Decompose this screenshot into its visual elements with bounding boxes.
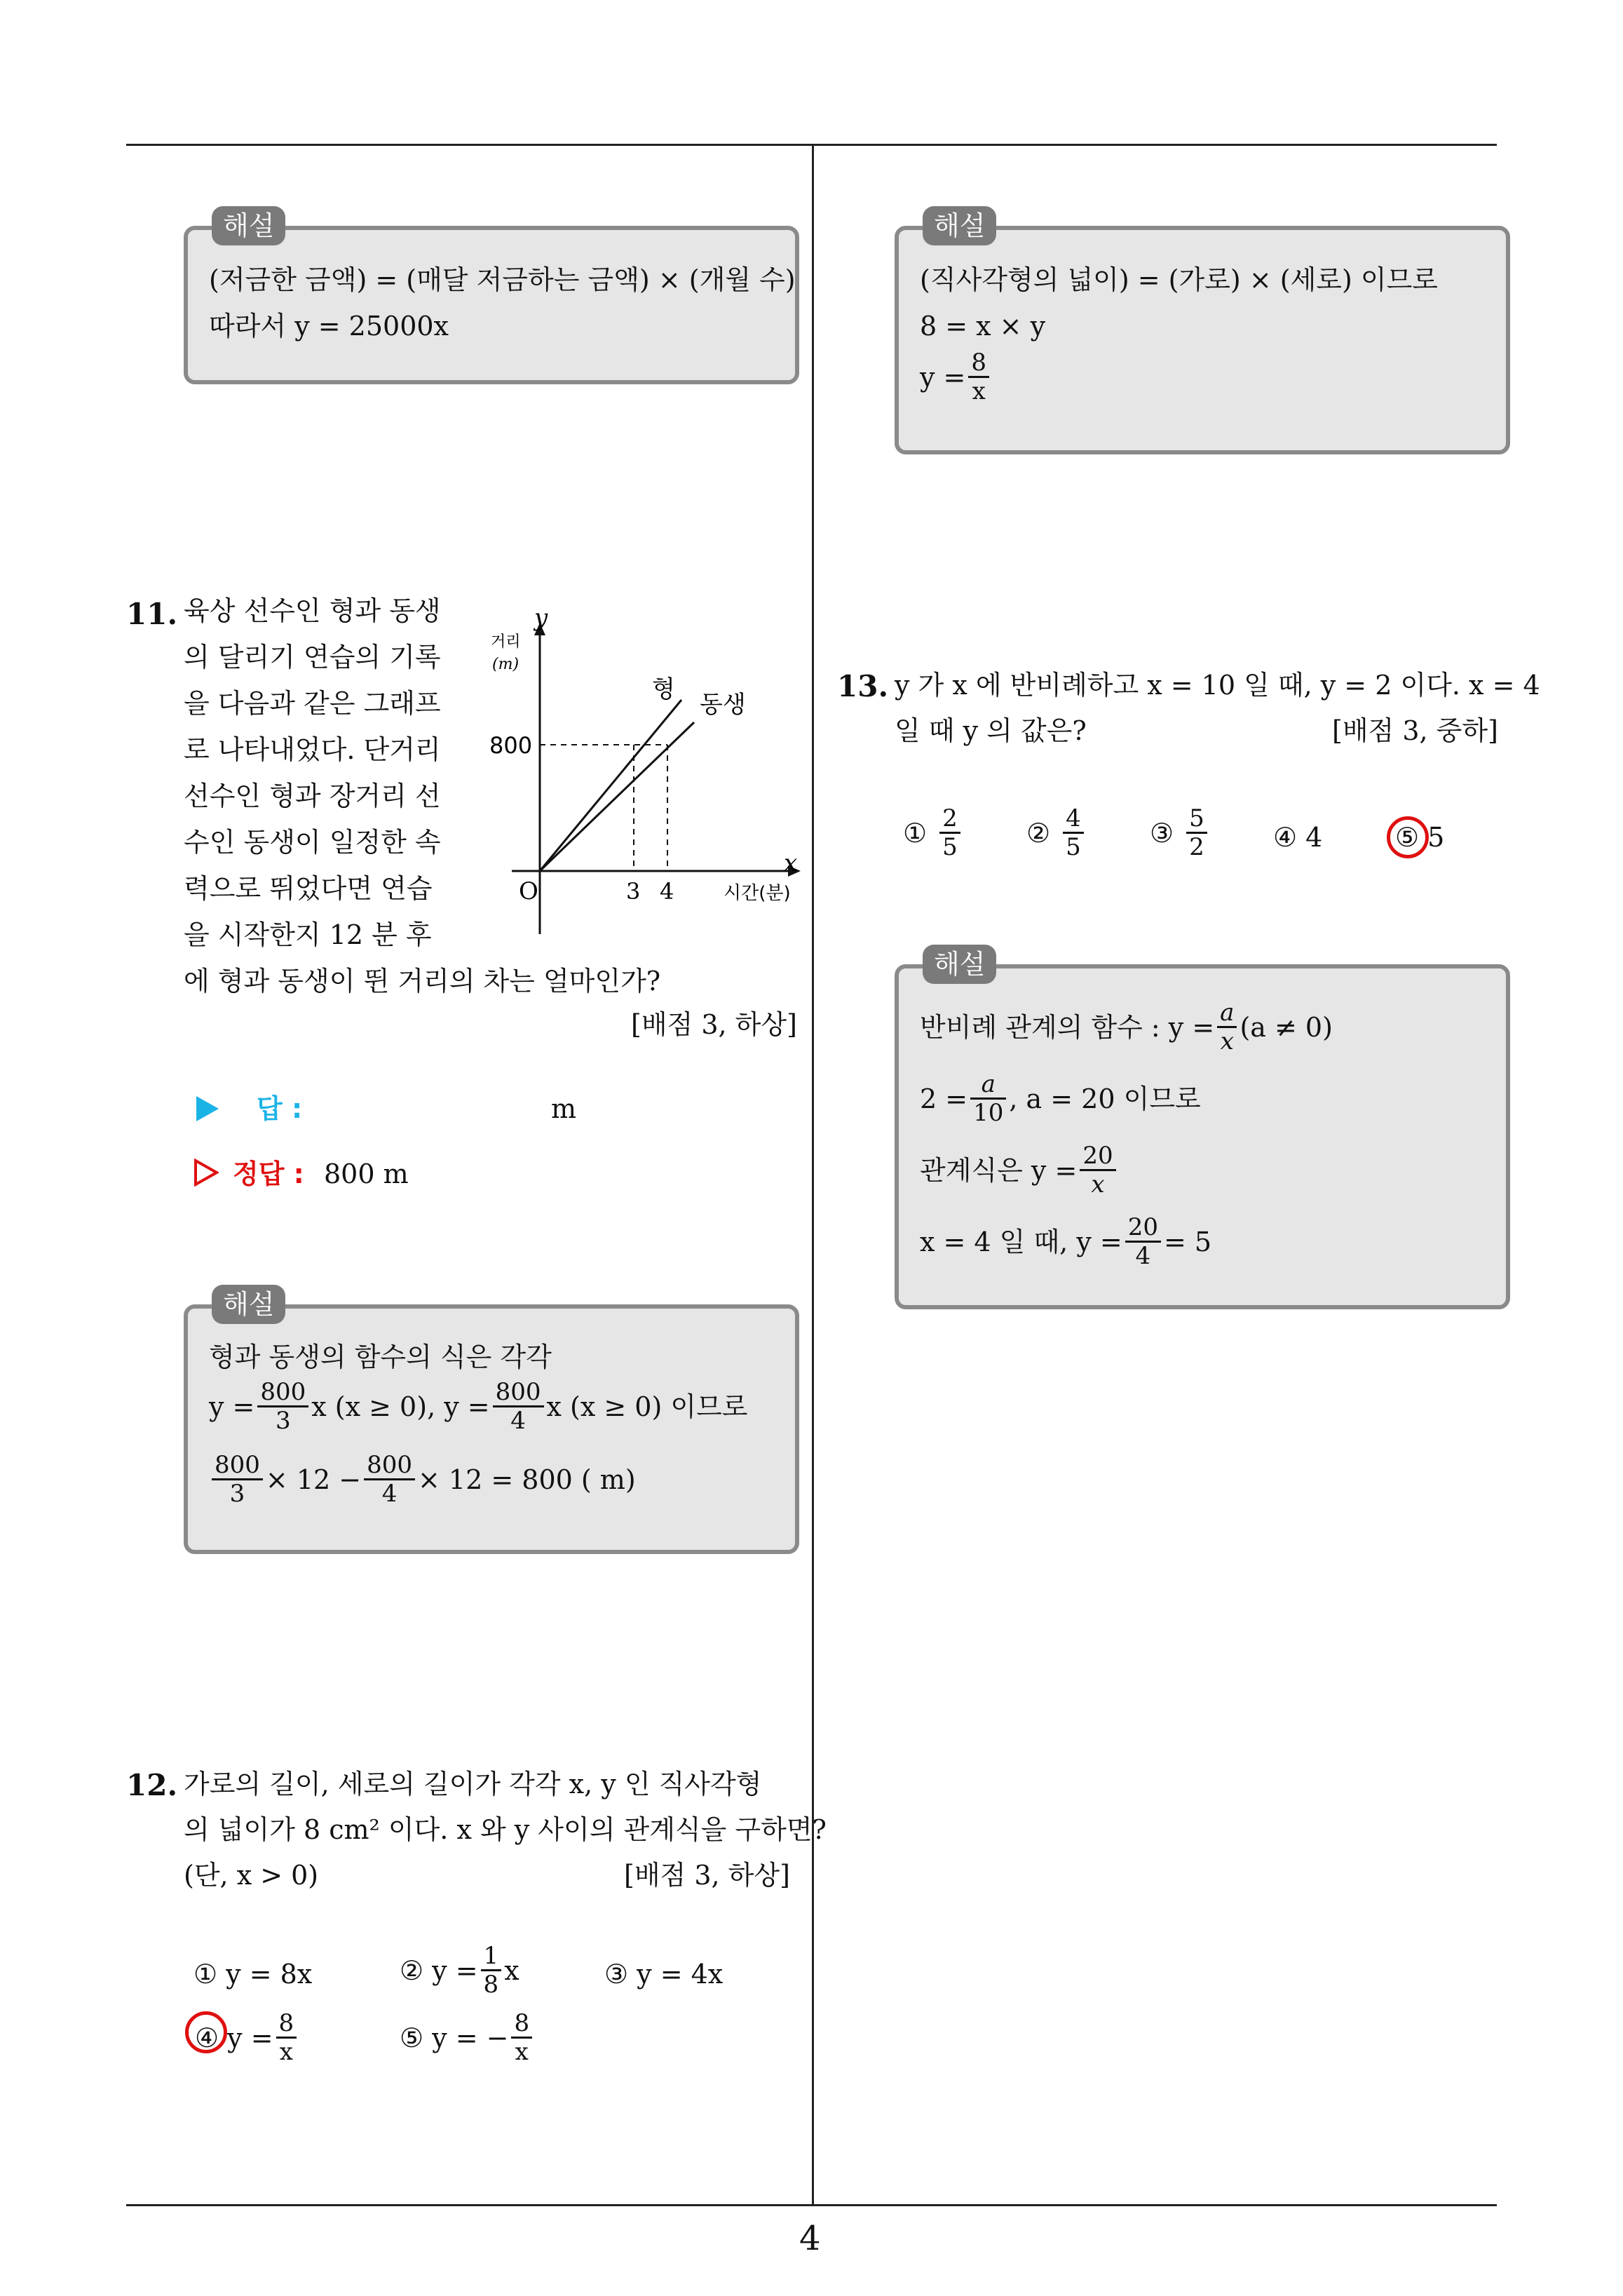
page-number: 4 [799,2219,821,2258]
q11-line: 육상 선수인 형과 동생 [184,595,441,626]
q11-line: 을 다음과 같은 그래프 [184,688,441,719]
q12-number: 12. [126,1768,178,1802]
q13-explanation-line1 [920,999,1333,1055]
eq-text: , a = 20 이므로 [1009,1083,1201,1114]
line-label-dongsaeng: 동생 [700,691,746,719]
line-label-hyeong: 형 [652,675,675,703]
q12-explanation-line2: 8 = x × y [920,311,1046,342]
q12-score: [배점 3, 하상] [624,1860,790,1891]
y-axis-label: y [534,610,548,632]
q12-explanation-tag: 해설 [923,206,996,245]
q12-explanation-line1: (직사각형의 넓이) = (가로) × (세로) 이므로 [920,264,1439,295]
choice-marker: ② [1026,817,1051,849]
calc-mid: × 12 − [265,1464,362,1495]
q12-line1: 가로의 길이, 세로의 길이가 각각 x, y 인 직사각형 [184,1769,762,1799]
q10-explanation-line2: 따라서 y = 25000x [209,311,449,342]
fraction: $\frac{1}{8}$ [481,1943,502,1998]
eq-y: y = [209,1391,255,1422]
choice-marker: ① [903,817,928,849]
eq-text: 반비례 관계의 함수 : y = [920,1011,1215,1043]
y-axis-title: 거리 [491,633,521,651]
eq-text: y = [920,361,966,393]
q12-choice-3[interactable]: ③ y = 4x [604,1959,724,1990]
x-tick-4: 4 [660,878,674,905]
q12-line3: (단, x > 0) [184,1860,319,1891]
q13-explanation-box [895,964,1510,1309]
q12-choice-5[interactable] [400,2010,535,2065]
q13-choice-5[interactable]: ⑤ 5 [1395,822,1445,853]
eq-text: (a ≠ 0) [1240,1011,1333,1043]
choice-text: ⑤ y = − [400,2022,509,2053]
cond2: x (x ≥ 0) 이므로 [546,1391,748,1422]
q12-choice-1[interactable]: ① y = 8x [193,1959,313,1990]
q11-line: 선수인 형과 장거리 선 [184,781,441,811]
q13-explanation-line3 [920,1142,1119,1198]
fraction: $\frac{a}{10}$ [970,1071,1006,1126]
q11-line: 력으로 뛰었다면 연습 [184,873,433,904]
answer-label: 답 : [257,1093,303,1124]
correct-marker-icon [193,1159,219,1189]
fraction: $\frac{2}{5}$ [939,805,960,860]
q13-choice-1[interactable] [903,805,963,860]
q11-line: 수인 동생이 일정한 속 [184,827,441,858]
q13-line1: y 가 x 에 반비례하고 x = 10 일 때, y = 2 이다. x = 4 [895,670,1540,701]
bottom-rule [126,2204,1497,2206]
fraction: $\frac{800}{4}$ [493,1379,544,1434]
q13-explanation-line4 [920,1214,1211,1269]
q13-score: [배점 3, 중하] [1332,715,1498,746]
eq-text: = 5 [1164,1226,1212,1257]
calc-end: × 12 = 800 ( m) [418,1464,636,1495]
q11-explanation-line3 [209,1452,636,1507]
q13-correct-answer-circle [1387,816,1429,858]
q11-explanation-tag: 해설 [212,1285,285,1324]
fraction: $\frac{a}{x}$ [1217,999,1237,1055]
fraction: $\frac{8}{x}$ [968,349,989,405]
q11-line: 의 달리기 연습의 기록 [184,642,441,673]
q11-number: 11. [126,597,178,631]
x-axis-title: 시간(분) [724,883,791,904]
x-tick-3: 3 [626,878,641,905]
q13-choice-3[interactable] [1150,805,1210,860]
q11-explanation-box [184,1304,799,1554]
answer-unit: m [551,1093,577,1124]
q12-explanation-box [895,226,1510,454]
line-hyeong [540,700,681,871]
y-axis-unit: (m) [492,656,520,673]
q13-explanation-line2 [920,1071,1201,1126]
eq-text: x = 4 일 때, y = [920,1226,1122,1257]
q13-choice-4[interactable]: ④ 4 [1273,822,1323,853]
correct-value: 800 m [324,1159,409,1189]
fraction: $\frac{20}{x}$ [1080,1142,1115,1198]
q11-line: 에 형과 동생이 뛴 거리의 차는 얼마인가? [184,966,661,997]
choice-text: x [504,1954,520,1986]
q13-choice-2[interactable] [1026,805,1087,860]
q11-explanation-line1: 형과 동생의 함수의 식은 각각 [209,1342,552,1372]
origin-label: O [519,877,538,905]
x-axis-label: x [784,849,798,877]
q10-explanation-line1: (저금한 금액) = (매달 저금하는 금액) × (개월 수) [209,264,796,295]
correct-label: 정답 : [233,1159,304,1189]
q11-score: [배점 3, 하상] [631,1009,797,1040]
q13-number: 13. [837,669,889,703]
fraction: $\frac{8}{x}$ [276,2010,297,2065]
fraction: $\frac{800}{4}$ [364,1452,415,1507]
fraction: $\frac{20}{4}$ [1125,1214,1161,1269]
column-divider [812,144,814,2206]
q11-line: 을 시작한지 12 분 후 [184,919,432,950]
fraction: $\frac{8}{x}$ [511,2010,532,2065]
cond1: x (x ≥ 0), y = [311,1391,490,1422]
choice-text: ② y = [400,1954,478,1986]
q13-line2: 일 때 y 의 값은? [895,715,1087,746]
y-tick-800: 800 [489,732,533,759]
q12-correct-answer-circle [185,2011,227,2053]
q11-explanation-line2 [209,1379,748,1434]
eq-text: 관계식은 y = [920,1154,1078,1186]
q13-explanation-tag: 해설 [923,945,996,984]
eq-text: 2 = [920,1083,968,1114]
q11-distance-time-graph [484,610,806,940]
fraction: $\frac{5}{2}$ [1186,805,1207,860]
fraction: $\frac{800}{3}$ [212,1452,263,1507]
fraction: $\frac{800}{3}$ [257,1379,308,1434]
q11-line: 로 나타내었다. 단거리 [184,734,441,765]
q10-explanation-box [184,226,799,384]
q12-line2: 의 넓이가 8 cm² 이다. x 와 y 사이의 관계식을 구하면? [184,1814,827,1845]
choice-text: ④ y = [195,2022,273,2053]
fraction: $\frac{4}{5}$ [1063,805,1084,860]
q12-explanation-line3 [920,349,992,405]
answer-marker-icon [196,1096,219,1121]
q12-choice-2[interactable] [400,1943,520,1998]
q10-explanation-tag: 해설 [212,206,285,245]
choice-marker: ③ [1150,817,1174,849]
